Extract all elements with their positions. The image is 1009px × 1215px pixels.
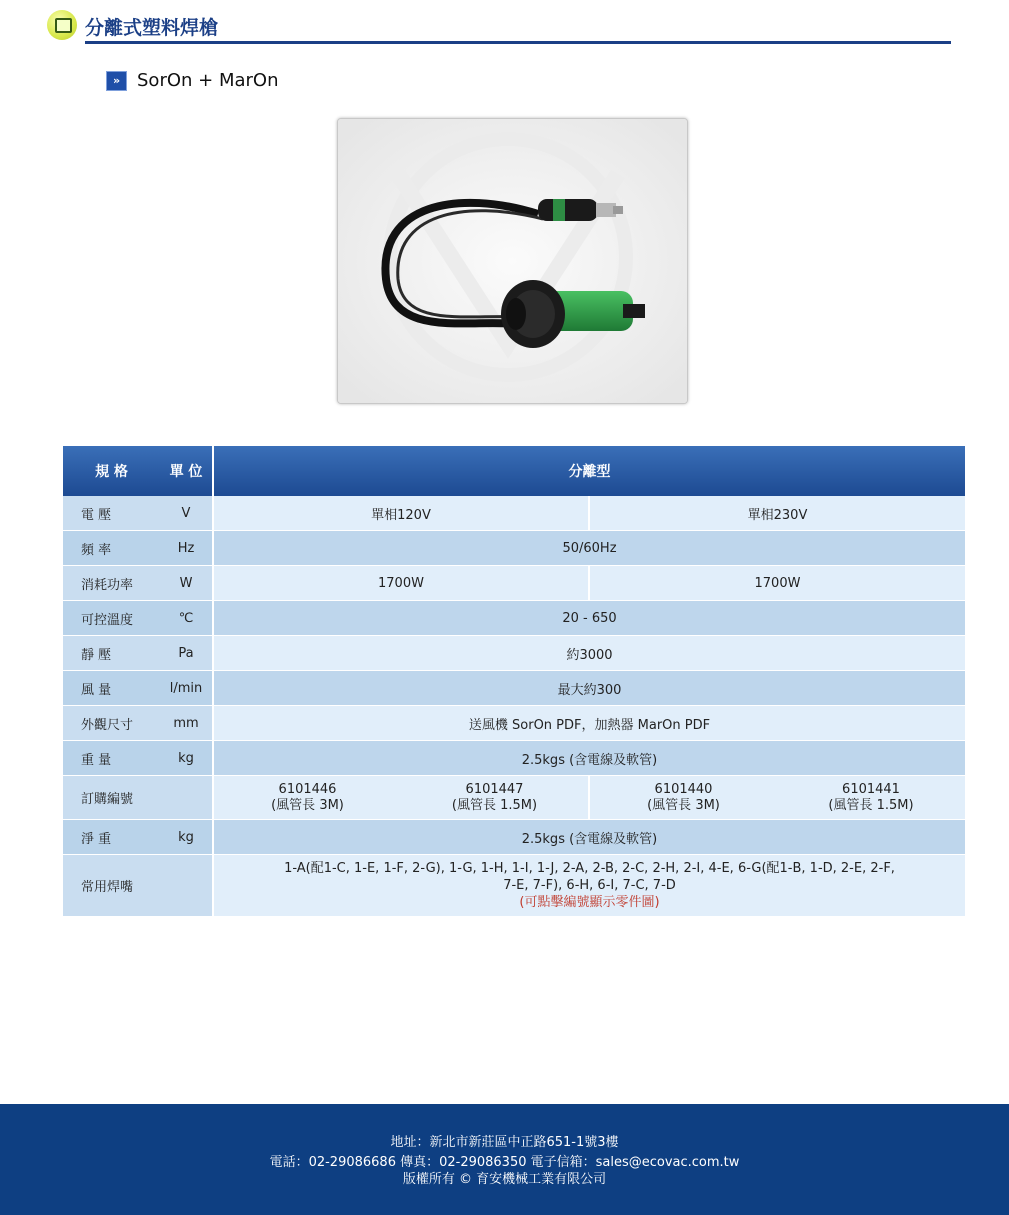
dimensions-pdf-links[interactable]: 送風機 SorOn PDF，加熱器 MarOn PDF: [213, 706, 965, 741]
row-label: 訂購編號: [63, 776, 160, 820]
nozzle-line-2[interactable]: 7-E, 7-F), 6-H, 6-I, 7-C, 7-D: [503, 878, 676, 893]
order-item: [589, 776, 777, 820]
row-value: 1700W: [213, 566, 589, 601]
order-desc: (風管長 1.5M): [451, 797, 538, 813]
nozzle-list[interactable]: [213, 855, 965, 917]
row-unit: [160, 855, 213, 917]
order-item: [213, 776, 401, 820]
row-value: 2.5kgs (含電線及軟管): [213, 741, 965, 776]
order-desc: (風管長 3M): [271, 797, 344, 813]
row-unit: l/min: [160, 671, 213, 706]
row-unit: V: [160, 496, 213, 531]
order-code: 6101447: [465, 781, 524, 797]
table-row: [63, 601, 965, 636]
spec-header-row: [63, 446, 965, 496]
table-row: [63, 566, 965, 601]
row-label: 消耗功率: [63, 566, 160, 601]
row-unit: mm: [160, 706, 213, 741]
table-row: [63, 776, 965, 820]
table-row: [63, 855, 965, 917]
row-value: 50/60Hz: [213, 531, 965, 566]
row-unit: kg: [160, 820, 213, 855]
row-value: 1700W: [589, 566, 965, 601]
double-chevron-right-icon: »: [106, 71, 127, 91]
row-label: 可控溫度: [63, 601, 160, 636]
nozzle-note: (可點擊編號顯示零件圖): [519, 895, 660, 910]
row-unit: W: [160, 566, 213, 601]
product-photo: [337, 118, 688, 404]
header-type: 分離型: [213, 446, 965, 496]
window-icon: [47, 10, 77, 40]
header-unit: 單 位: [160, 446, 213, 496]
product-name: SorOn + MarOn: [137, 70, 279, 91]
order-code: 6101446: [278, 781, 337, 797]
row-value: 單相230V: [589, 496, 965, 531]
header-spec: 規 格: [63, 446, 160, 496]
nozzle-line-1[interactable]: 1-A(配1-C, 1-E, 1-F, 2-G), 1-G, 1-H, 1-I, 1-J, 2-A, 2-B, 2-C, 2-H, 2-I, 4-E, 6-G(配1-B, 1-D, 2-E, 2-F,: [284, 861, 895, 876]
spec-table: [63, 446, 965, 917]
row-unit: kg: [160, 741, 213, 776]
row-value: 單相120V: [213, 496, 589, 531]
order-code: 6101441: [842, 781, 900, 797]
row-label: 頻 率: [63, 531, 160, 566]
row-label: 靜 壓: [63, 636, 160, 671]
table-row: [63, 671, 965, 706]
footer-address: 地址：新北市新莊區中正路651-1號3樓: [390, 1135, 619, 1150]
table-row: [63, 706, 965, 741]
row-value: 2.5kgs (含電線及軟管): [213, 820, 965, 855]
order-desc: (風管長 1.5M): [828, 797, 914, 813]
row-label: 風 量: [63, 671, 160, 706]
page-title: 分離式塑料焊槍: [85, 17, 219, 39]
page-header: [47, 8, 951, 45]
table-row: [63, 496, 965, 531]
row-unit: ℃: [160, 601, 213, 636]
footer-copyright: 版權所有 © 育安機械工業有限公司: [402, 1172, 607, 1187]
row-label: 電 壓: [63, 496, 160, 531]
table-row: [63, 741, 965, 776]
order-item: [401, 776, 589, 820]
row-label: 外觀尺寸: [63, 706, 160, 741]
row-unit: Pa: [160, 636, 213, 671]
row-unit: [160, 776, 213, 820]
footer-contact: 電話：02-29086686 傳真：02-29086350 電子信箱：sales@ecovac.com.tw: [269, 1155, 740, 1170]
table-row: [63, 820, 965, 855]
row-unit: Hz: [160, 531, 213, 566]
page-footer: [0, 1104, 1009, 1215]
row-label: 常用焊嘴: [63, 855, 160, 917]
order-desc: (風管長 3M): [647, 797, 720, 813]
row-label: 淨 重: [63, 820, 160, 855]
row-label: 重 量: [63, 741, 160, 776]
order-item: [777, 776, 965, 820]
row-value: 20 - 650: [213, 601, 965, 636]
order-code: 6101440: [654, 781, 713, 797]
row-value: 約3000: [213, 636, 965, 671]
table-row: [63, 531, 965, 566]
table-row: [63, 636, 965, 671]
row-value: 最大約300: [213, 671, 965, 706]
header-divider: [85, 41, 951, 44]
heat-gun-image: [338, 119, 687, 403]
